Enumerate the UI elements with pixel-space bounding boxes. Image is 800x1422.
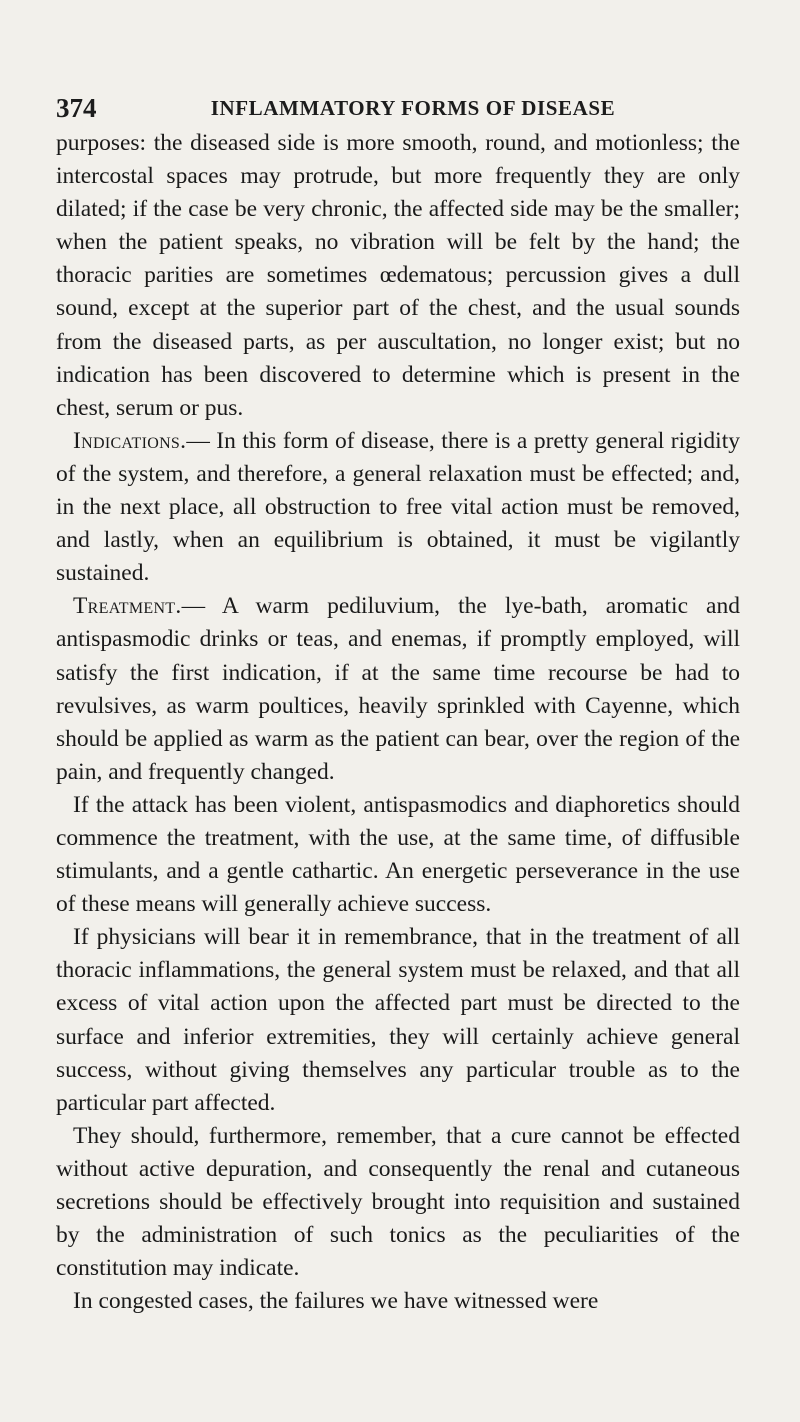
page-number: 374	[56, 93, 97, 123]
treatment-text: — A warm pediluvium, the lye-bath, aromatic and antispasmodic drinks or teas, and enemas, if promptly employed, will satisfy the first indication, if at the same time recourse be had to revulsives, as warm poultices, heavily sprinkled with Cayenne, which should be applied as warm as the patient can bear, over the region of the pain, and frequently changed.	[56, 593, 740, 785]
indications-text: — In this form of disease, there is a pretty general rigidity of the system, and therefore, a general relaxation must be effected; and, in the next place, all obstruction to free vital action must be removed, and lastly, when an equilibrium is obtained, it must be vigilantly sustained.	[56, 427, 740, 587]
paragraph-treatment	[56, 590, 740, 789]
page-header	[56, 90, 740, 126]
running-head: INFLAMMATORY FORMS OF DISEASE	[210, 96, 616, 120]
paragraph-physicians: If physicians will bear it in remembrance, that in the treatment of all thoracic inflammations, the general system must be relaxed, and that all excess of vital action upon the affected part must be directed to the surface and inferior extremities, they will certainly achieve general success, without giving themselves any particular trouble as to the particular part affected.	[56, 924, 740, 1116]
paragraph-continuation: purposes: the diseased side is more smooth, round, and motionless; the intercostal spaces may protrude, but more frequently they are only dilated; if the case be very chronic, the affected side may be the smaller; when the patient speaks, no vibration will be felt by the hand; the thoracic parities are sometimes œdematous; percussion gives a dull sound, except at the superior part of the chest, and the usual sounds from the diseased parts, as per auscultation, no longer exist; but no indication has been discovered to determine which is present in the chest, serum or pus.	[56, 130, 740, 421]
indications-heading: Indications.	[73, 427, 187, 454]
paragraph-congested-cases: In congested cases, the failures we have witnessed were	[73, 1288, 599, 1315]
paragraph-violent-attack: If the attack has been violent, antispasmodics and diaphoretics should commence the treatment, with the use, at the same time, of diffusible stimulants, and a gentle cathartic. An energetic perseverance in the use of these means will generally achieve success.	[56, 791, 740, 918]
paragraph-depuration: They should, furthermore, remember, that a cure cannot be effected without active depuration, and consequently the renal and cutaneous secretions should be effectively brought into requisition and sustained by the administration of such tonics as the peculiarities of the constitution may indicate.	[56, 1122, 740, 1282]
body-text	[56, 127, 740, 1318]
paragraph-indications	[56, 425, 740, 590]
treatment-heading: Treatment.	[73, 593, 182, 620]
